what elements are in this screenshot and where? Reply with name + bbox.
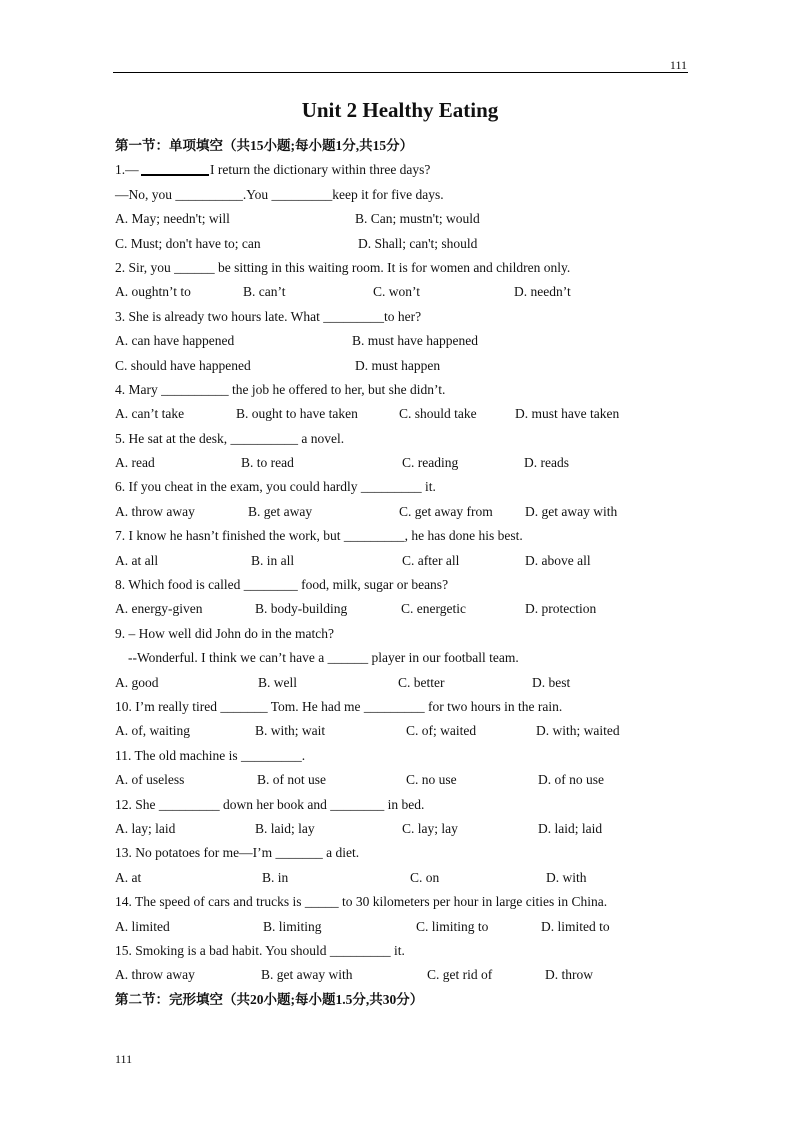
option-b: B. in: [262, 869, 289, 885]
option-b: B. body-building: [255, 601, 348, 617]
option-d: D. must have taken: [515, 406, 620, 422]
option-d: D. needn’t: [514, 284, 571, 300]
reply-text: —No, you __________.You _________keep it for five days.: [115, 186, 444, 202]
option-b: B. well: [258, 674, 297, 690]
question-stem: [115, 158, 695, 182]
option-a: A. can’t take: [115, 406, 185, 422]
option-a: A. good: [115, 674, 159, 690]
question-stem: [115, 890, 695, 914]
option-b: B. to read: [241, 455, 294, 471]
option-d: D. get away with: [525, 503, 618, 519]
option-b: B. in all: [251, 552, 295, 568]
question-stem-text: 10. I’m really tired _______ Tom. He had me _________ for two hours in the rain.: [115, 698, 563, 714]
option-b: B. get away with: [261, 967, 353, 983]
option-b: B. must have happened: [352, 333, 478, 349]
option-c: C. on: [410, 869, 440, 885]
option-c: C. should have happened: [115, 357, 251, 373]
option-d: D. with; waited: [536, 723, 620, 739]
question-reply: [115, 646, 695, 670]
option-c: C. get rid of: [427, 967, 493, 983]
question-stem: [115, 256, 695, 280]
option-row: [115, 817, 695, 841]
question-stem: [115, 305, 695, 329]
question-stem-prefix: 1.—: [115, 162, 139, 178]
option-row: [115, 232, 695, 256]
option-row: [115, 402, 695, 426]
option-a: A. of, waiting: [115, 723, 190, 739]
option-c: C. should take: [399, 406, 477, 422]
option-d: D. of no use: [538, 772, 604, 788]
option-d: D. must happen: [355, 357, 441, 373]
option-row: [115, 207, 695, 231]
question-stem: [115, 427, 695, 451]
option-b: B. get away: [248, 503, 313, 519]
question-stem: [115, 695, 695, 719]
option-row: [115, 280, 695, 304]
option-c: C. Must; don't have to; can: [115, 235, 261, 251]
option-a: A. read: [115, 455, 155, 471]
answer-blank: [141, 162, 209, 176]
option-a: A. throw away: [115, 503, 195, 519]
question-stem-text: 15. Smoking is a bad habit. You should _________ it.: [115, 942, 405, 958]
document-title: Unit 2 Healthy Eating: [301, 98, 499, 122]
question-stem-text: 13. No potatoes for me—I’m _______ a diet.: [115, 845, 360, 861]
option-d: D. protection: [525, 601, 597, 617]
question-stem-text: 8. Which food is called ________ food, milk, sugar or beans?: [115, 577, 449, 593]
option-d: D. reads: [524, 455, 569, 471]
option-d: D. with: [546, 869, 587, 885]
option-row: [115, 963, 695, 987]
question-stem-text: 9. – How well did John do in the match?: [115, 625, 334, 641]
option-c: C. after all: [402, 552, 460, 568]
option-row: [115, 915, 695, 939]
option-b: B. with; wait: [255, 723, 326, 739]
exercise-content: [115, 134, 695, 1012]
option-a: A. oughtn’t to: [115, 284, 191, 300]
question-stem-suffix: I return the dictionary within three days?: [210, 162, 431, 178]
question-stem-text: 6. If you cheat in the exam, you could hardly _________ it.: [115, 479, 436, 495]
option-row: [115, 866, 695, 890]
question-stem: [115, 524, 695, 548]
question-stem-text: 4. Mary __________ the job he offered to her, but she didn’t.: [115, 381, 446, 397]
question-stem: [115, 573, 695, 597]
option-d: D. limited to: [541, 918, 610, 934]
question-stem: [115, 939, 695, 963]
option-c: C. better: [398, 674, 445, 690]
question-stem-text: 12. She _________ down her book and ________ in bed.: [115, 796, 425, 812]
footer-page-number: 111: [115, 1052, 133, 1066]
option-a: A. can have happened: [115, 333, 235, 349]
option-a: A. at all: [115, 552, 159, 568]
option-d: D. above all: [525, 552, 591, 568]
option-a: A. at: [115, 869, 142, 885]
option-row: [115, 597, 695, 621]
section-heading: 第二节：完形填空（共20小题;每小题1.5分,共30分）: [115, 991, 424, 1007]
option-b: B. laid; lay: [255, 820, 315, 836]
option-c: C. get away from: [399, 503, 493, 519]
option-b: B. can’t: [243, 284, 286, 300]
option-row: [115, 719, 695, 743]
option-row: [115, 329, 695, 353]
option-c: C. limiting to: [416, 918, 489, 934]
option-row: [115, 768, 695, 792]
option-row: [115, 549, 695, 573]
question-stem-text: 11. The old machine is _________.: [115, 747, 306, 763]
option-b: B. Can; mustn't; would: [355, 211, 480, 227]
question-reply: [115, 183, 695, 207]
header-page-number: 111: [669, 58, 687, 72]
option-d: D. Shall; can't; should: [358, 235, 478, 251]
question-stem: [115, 475, 695, 499]
question-stem-text: 3. She is already two hours late. What _________to her?: [115, 308, 422, 324]
option-b: B. limiting: [263, 918, 322, 934]
question-stem-text: 5. He sat at the desk, __________ a novel.: [115, 430, 345, 446]
option-a: A. throw away: [115, 967, 195, 983]
option-c: C. of; waited: [406, 723, 477, 739]
option-row: [115, 354, 695, 378]
header-rule: [113, 72, 688, 73]
option-b: B. of not use: [257, 772, 326, 788]
option-a: A. limited: [115, 918, 170, 934]
option-c: C. energetic: [401, 601, 466, 617]
option-c: C. reading: [402, 455, 459, 471]
question-stem-text: 14. The speed of cars and trucks is _____ to 30 kilometers per hour in large cities in China.: [115, 894, 608, 910]
option-a: A. energy-given: [115, 601, 203, 617]
section-heading: 第一节：单项填空（共15小题;每小题1分,共15分）: [115, 138, 414, 153]
question-stem-text: 7. I know he hasn’t finished the work, but _________, he has done his best.: [115, 528, 523, 544]
option-a: A. lay; laid: [115, 820, 176, 836]
option-row: [115, 671, 695, 695]
question-stem: [115, 622, 695, 646]
option-c: C. lay; lay: [402, 820, 458, 836]
question-stem: [115, 744, 695, 768]
option-c: C. won’t: [373, 284, 421, 300]
option-row: [115, 451, 695, 475]
question-stem: [115, 841, 695, 865]
question-stem: [115, 378, 695, 402]
question-stem: [115, 793, 695, 817]
option-a: A. May; needn't; will: [115, 211, 230, 227]
option-a: A. of useless: [115, 772, 185, 788]
option-b: B. ought to have taken: [236, 406, 358, 422]
option-d: D. best: [532, 674, 571, 690]
option-d: D. throw: [545, 967, 593, 983]
question-stem-text: 2. Sir, you ______ be sitting in this waiting room. It is for women and children only.: [115, 259, 571, 275]
reply-text: --Wonderful. I think we can’t have a ______ player in our football team.: [128, 650, 519, 666]
option-row: [115, 500, 695, 524]
option-c: C. no use: [406, 772, 457, 788]
option-d: D. laid; laid: [538, 820, 603, 836]
